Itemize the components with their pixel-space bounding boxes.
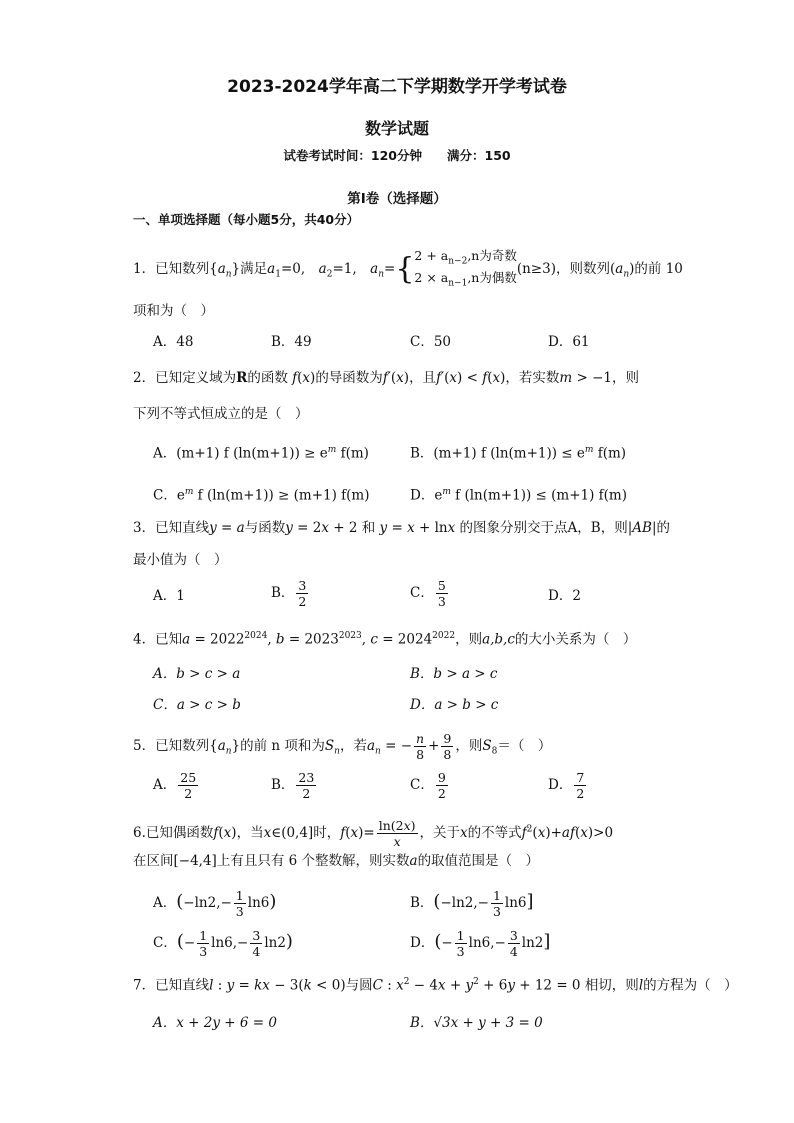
question-5: 5．已知数列$\{a_n\}$的前 n 项和为$S_n$，若$a_n$ = − $\frac{n}{8}$ + $\frac{9}{8}$ ，则$S_8=$（ ） — [133, 731, 552, 762]
question-2-line2: 下列不等式恒成立的是（ ） — [133, 406, 309, 422]
q5-option-a[interactable]: A． $\frac{25}{2}$ — [153, 770, 197, 801]
q2-option-c[interactable]: C．$e^m$ f (ln(m+1)) ≥ (m+1) f(m) — [153, 487, 370, 504]
q5-option-b[interactable]: B． $\frac{23}{2}$ — [271, 770, 315, 801]
q4-option-b[interactable]: B．b > a > c — [410, 666, 498, 682]
exam-subtitle: 数学试题 — [364, 119, 429, 138]
question-7: 7．已知直线l : y = kx − 3(k < 0)与圆C : $x^2 - 4x + y^2 + 6y + 12 = 0$ 相切，则l的方程为（ ） — [133, 977, 738, 994]
q1-option-d[interactable]: D．61 — [548, 334, 590, 350]
q3-option-a[interactable]: A．1 — [153, 588, 185, 604]
question-6: 6.已知偶函数f(x)，当x∈(0,4]时，f(x)= $\frac{\ln(2x)}{x}$ ，关于x的不等式$f^2(x)+af(x)>0$ — [133, 818, 614, 849]
question-3: 3．已知直线y = a与函数y = 2x + 2 和 y = x + lnx 的图象分别交于点A，B，则|AB|的 — [133, 520, 670, 536]
question-3-line2: 最小值为（ ） — [133, 552, 228, 568]
section-heading: 一、单项选择题（每小题5分，共40分） — [133, 212, 360, 227]
q7-option-b[interactable]: B．√3x + y + 3 = 0 — [410, 1015, 543, 1031]
q5-option-d[interactable]: D． $\frac{7}{2}$ — [548, 770, 585, 801]
q2-option-b[interactable]: B．(m+1) f $(\ln(m+1)) \le e^m$ f(m) — [410, 445, 627, 462]
q2-option-d[interactable]: D．$e^m$ f (ln(m+1)) ≤ (m+1) f(m) — [410, 487, 627, 504]
q1-option-a[interactable]: A．48 — [153, 334, 194, 350]
q2-option-a[interactable]: A．(m+1) f $(\ln(m+1)) \ge e^m$ f(m) — [153, 445, 369, 462]
question-6-line2: 在区间[−4,4]上有且只有 6 个整数解，则实数a的取值范围是（ ） — [133, 853, 540, 869]
q3-option-c[interactable]: C． $\frac{5}{3}$ — [410, 578, 446, 609]
exam-meta: 试卷考试时间：120分钟 满分：150 — [283, 148, 511, 163]
question-1: 1．已知数列$\{a_n\}$满足$a_1=0$, $a_2=1$, $a_n=\{2 + a_{n-2},n$为奇数 $2 \times a_{n-1},n$为偶数(n≥3)，则数列$(a_n)$的前 10 — [133, 248, 683, 288]
q1-option-c[interactable]: C．50 — [410, 334, 452, 350]
q6-option-d[interactable]: D．(− $\frac{1}{3}$ ln6,− $\frac{3}{4}$ ln2] — [410, 928, 551, 959]
q7-option-a[interactable]: A．x + 2y + 6 = 0 — [153, 1015, 277, 1031]
q6-option-b[interactable]: B．(−ln2,− $\frac{1}{3}$ ln6] — [410, 888, 534, 919]
q4-option-c[interactable]: C．a > c > b — [153, 697, 241, 713]
q3-option-d[interactable]: D．2 — [548, 588, 581, 604]
q3-option-b[interactable]: B． $\frac{3}{2}$ — [271, 578, 307, 609]
q4-option-a[interactable]: A．b > c > a — [153, 666, 241, 682]
q6-option-a[interactable]: A．(−ln2,− $\frac{1}{3}$ ln6) — [153, 888, 277, 919]
q4-option-d[interactable]: D．a > b > c — [410, 697, 499, 713]
question-2: 2．已知定义域为R的函数 f(x)的导函数为f′(x)，且f′(x) < f(x)，若实数m > −1，则 — [133, 370, 639, 386]
part-heading: 第I卷（选择题） — [347, 191, 447, 207]
q6-option-c[interactable]: C．(− $\frac{1}{3}$ ln6,− $\frac{3}{4}$ ln2) — [153, 928, 293, 959]
exam-title: 2023-2024学年高二下学期数学开学考试卷 — [227, 77, 567, 97]
question-1-line2: 项和为（ ） — [133, 303, 214, 319]
question-4: 4．已知$a = 2022^{2024}$, $b = 2023^{2023}$, $c = 2024^{2022}$，则a,b,c的大小关系为（ ） — [133, 631, 637, 648]
q5-option-c[interactable]: C． $\frac{9}{2}$ — [410, 770, 446, 801]
q1-option-b[interactable]: B．49 — [271, 334, 312, 350]
